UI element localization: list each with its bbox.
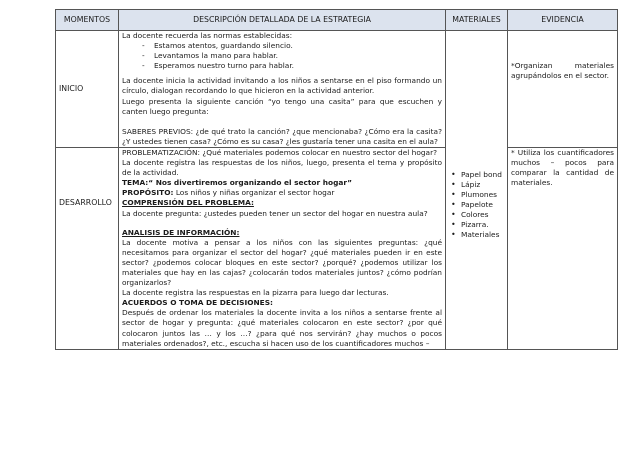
- inicio-paragraph-2: Luego presenta la siguiente canción “yo tengo una casita” para que escuchen y canten luego pregunta:: [122, 96, 442, 116]
- tema-text: “ Nos divertiremos organizando el sector hogar”: [148, 178, 352, 188]
- header-evidencia: EVIDENCIA: [508, 10, 618, 31]
- tema-label: TEMA:: [122, 178, 149, 188]
- problematizacion: PROBLEMATIZACIÓN: ¿Qué materiales podemos colocar en nuestro sector del hogar?: [122, 147, 438, 157]
- material-item: • Materiales: [449, 230, 504, 240]
- inicio-intro: La docente recuerda las normas establecidas:: [122, 31, 293, 40]
- rule-item: - Levantamos la mano para hablar.: [142, 51, 442, 61]
- acuerdos-title: ACUERDOS O TOMA DE DECISIONES:: [122, 298, 274, 308]
- material-item: • Papel bond: [449, 170, 504, 180]
- moment-inicio: INICIO: [56, 31, 119, 148]
- table-header-row: [56, 10, 618, 31]
- header-momentos: MOMENTOS: [56, 10, 119, 31]
- rule-item: - Esperamos nuestro turno para hablar.: [142, 61, 442, 71]
- tema-line: [122, 178, 442, 188]
- comprension-text: La docente pregunta: ¿ustedes pueden tener un sector del hogar en nuestra aula?: [122, 208, 428, 218]
- materiales-cell: [446, 31, 508, 350]
- evidencia-desarrollo: * Utiliza los cuantificadores muchos – pocos para comparar la cantidad de materiales.: [511, 147, 614, 188]
- inicio-paragraph-1: La docente inicia la actividad invitando a los niños a sentarse en el piso formando un círculo, dialogan recordando lo que hicieron en la actividad anterior.: [122, 76, 442, 96]
- moment-desarrollo: DESARROLLO: [56, 147, 119, 349]
- evidencia-desarrollo-cell: [508, 147, 618, 349]
- evidencia-inicio: *Organizan materiales agrupándolos en el sector.: [511, 61, 614, 81]
- materials-list: [449, 170, 504, 241]
- saberes-previos: SABERES PREVIOS: ¿de qué trato la canción? ¿que mencionaba? ¿Cómo era la casita? ¿Y ustedes tienen casa? ¿Cómo es su casa? ¿les gustaría tener una casita en el aula?: [122, 126, 442, 146]
- inicio-description: [119, 31, 446, 148]
- comprension-title: COMPRENSIÓN DEL PROBLEMA:: [122, 198, 254, 208]
- proposito-line: [122, 188, 442, 198]
- registro: La docente registra las respuestas de los niños, luego, presenta el tema y propósito de la actividad.: [122, 158, 442, 178]
- proposito-label: PROPÓSITO:: [122, 188, 174, 198]
- material-item: • Colores: [449, 210, 504, 220]
- evidencia-inicio-cell: [508, 31, 618, 148]
- material-item: • Papelote: [449, 200, 504, 210]
- rule-item: - Estamos atentos, guardando silencio.: [142, 41, 442, 51]
- proposito-text: Los niños y niñas organizar el sector hogar: [175, 188, 335, 198]
- header-materiales: MATERIALES: [446, 10, 508, 31]
- material-item: • Lápiz: [449, 180, 504, 190]
- desarrollo-description: [119, 147, 446, 349]
- material-item: • Pizarra.: [449, 220, 504, 230]
- analisis-title: ANALISIS DE INFORMACIÓN:: [122, 227, 240, 237]
- acuerdos-text: Después de ordenar los materiales la docente invita a los niños a sentarse frente al sector de hogar y pregunta: ¿qué materiales colocaron en este sector? ¿por qué colocaron juntos las … y los …? ¿para qué nos servirán? ¿hay muchos o pocos materiales ordenados?, etc., escucha si hacen uso de los cuantificadores muchos –: [122, 308, 442, 348]
- analisis-text: La docente motiva a pensar a los niños con las siguientes preguntas: ¿qué necesitamos para organizar el sector del hogar? ¿qué materiales pueden ir en este sector? ¿podemos colocar bloques en este sector? ¿porqué? ¿podemos utilizar los materiales que hay en las cajas? ¿colocarán todos materiales juntos? ¿cómo podrían organizarlos?: [122, 237, 442, 288]
- table-row-inicio: [56, 31, 618, 148]
- table-row-desarrollo: [56, 147, 618, 349]
- rules-list: [122, 41, 442, 71]
- strategy-table: [55, 9, 618, 350]
- analisis-registro: La docente registra las respuestas en la pizarra para luego dar lecturas.: [122, 288, 389, 298]
- header-descripcion: DESCRIPCIÓN DETALLADA DE LA ESTRATEGIA: [119, 10, 446, 31]
- material-item: • Plumones: [449, 190, 504, 200]
